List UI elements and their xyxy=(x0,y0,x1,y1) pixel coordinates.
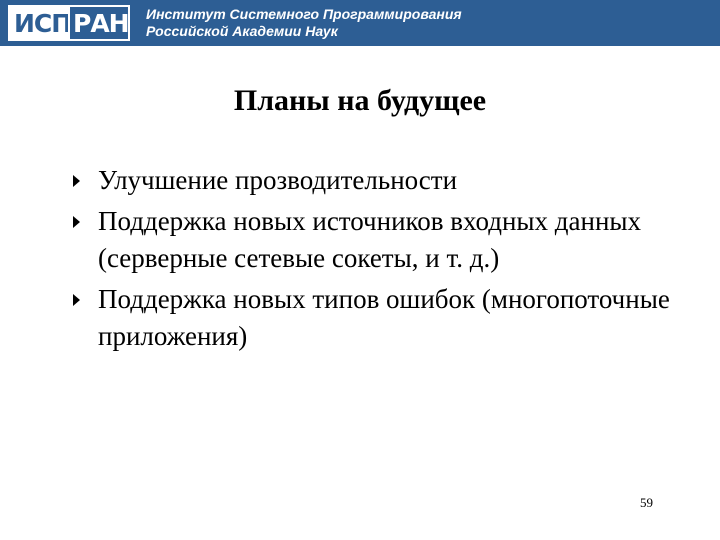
bullet-list xyxy=(70,162,700,359)
bullet-arrow-icon xyxy=(73,216,80,228)
bullet-arrow-icon xyxy=(73,175,80,187)
org-line-2: Российской Академии Наук xyxy=(146,23,338,39)
logo-ran-block xyxy=(68,5,130,41)
bullet-text: Поддержка новых источников входных данных (серверные сетевые сокеты, и т. д.) xyxy=(98,206,642,273)
header-bar xyxy=(0,0,720,46)
bullet-arrow-icon xyxy=(73,294,80,306)
slide-title: Планы на будущее xyxy=(233,84,487,117)
ispras-logo xyxy=(8,5,130,41)
logo-ran-text: РАН xyxy=(73,9,129,38)
bullet-item xyxy=(70,162,700,199)
bullet-item xyxy=(70,203,700,277)
organization-name xyxy=(146,6,462,40)
bullet-text: Улучшение прозводительности xyxy=(98,165,458,195)
page-number: 59 xyxy=(640,495,653,510)
org-line-1: Институт Системного Программирования xyxy=(146,6,462,22)
bullet-text: Поддержка новых типов ошибок (многопоточные приложения) xyxy=(98,284,670,351)
bullet-item xyxy=(70,281,700,355)
logo-isp-block xyxy=(8,5,72,41)
logo-isp-text: ИСП xyxy=(14,9,72,38)
